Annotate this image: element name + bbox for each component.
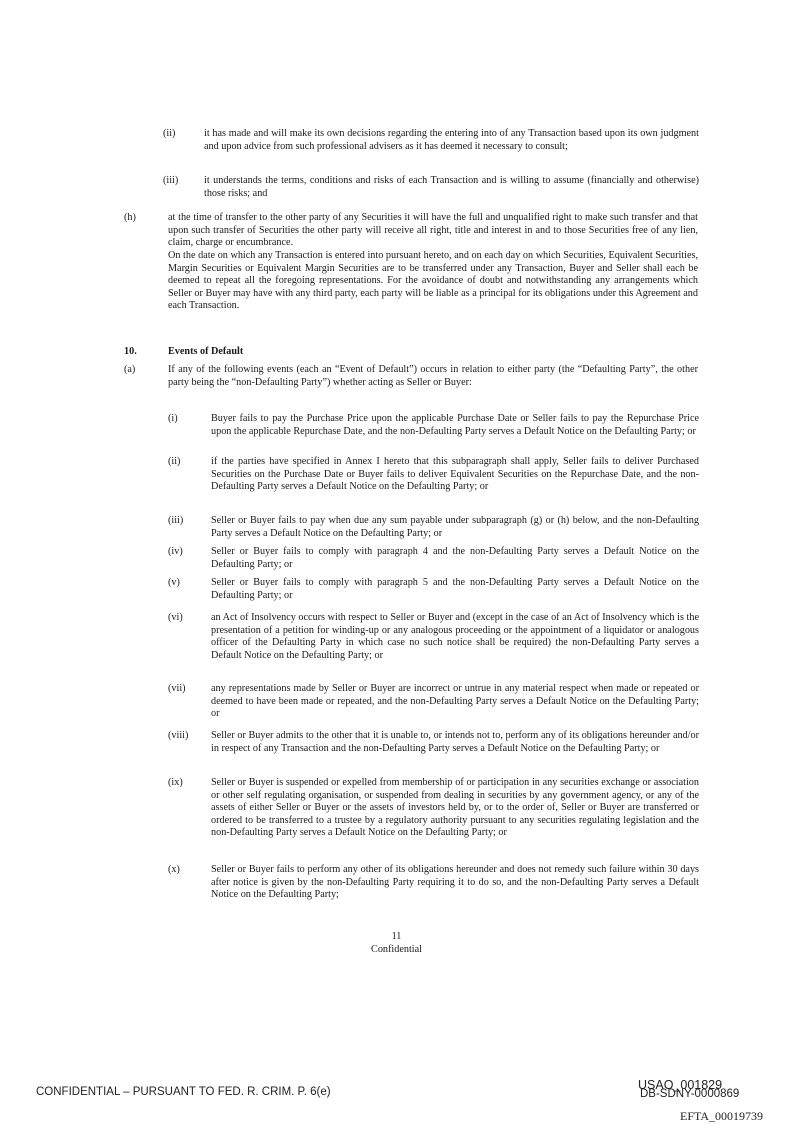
default-item-label: (viii) <box>168 730 189 741</box>
default-item-text: Seller or Buyer is suspended or expelled from membership of or participation in any securities exchange or association or other self regulating organisation, or suspended from dealing in securities by any government agency, or any of the assets of either Seller or Buyer or the assets of investors held by, or to the order of, Seller or Buyer are transferred or ordered to be transferred to a trustee by a regulatory authority pursuant to any securities regulating legislation and the non-Defaulting Party serves a Default Notice on the Defaulting Party; or <box>211 777 699 839</box>
default-item-label: (ii) <box>168 456 181 467</box>
section-number: 10. <box>124 346 137 357</box>
section-title: Events of Default <box>168 346 244 357</box>
clause-a-text: If any of the following events (each an “Event of Default”) occurs in relation to either party (the “Defaulting Party”, the other party being the “non-Defaulting Party”) whether acting as Seller or Buyer: <box>168 364 698 388</box>
default-item-label: (vii) <box>168 683 186 694</box>
default-item-text: Seller or Buyer fails to pay when due any sum payable under subparagraph (g) or (h) below, and the non-Defaulting Party serves a Default Notice on the Defaulting Party; or <box>211 515 699 539</box>
page-number: 11 <box>391 931 402 942</box>
confidential-footer: Confidential <box>371 944 422 955</box>
default-item-label: (ix) <box>168 777 183 788</box>
clause-a-label: (a) <box>124 364 136 375</box>
default-item-text: an Act of Insolvency occurs with respect to Seller or Buyer and (except in the case of an Act of Insolvency which is the presentation of a petition for winding-up or any analogous proceeding or the appointment of a liquidator or analogous officer of the Defaulting Party in which case no such notice shall be required) the non-Defaulting Party serves a Default Notice on the Defaulting Party; or <box>211 612 699 661</box>
clause-ii-label: (ii) <box>163 128 176 139</box>
clause-h-text: at the time of transfer to the other party of any Securities it will have the full and unqualified right to make such transfer and that upon such transfer of Securities the other party will receive all right, title and interest in and to those Securities free of any lien, claim, charge or encumbrance. <box>168 212 698 249</box>
representations-closing-paragraph: On the date on which any Transaction is entered into pursuant hereto, and on each day on which Securities, Equivalent Securities, Margin Securities or Equivalent Margin Securities are to be transferred under any Transaction, Buyer and Seller shall each be deemed to repeat all the foregoing representations. For the avoidance of doubt and notwithstanding any arrangements which Seller or Buyer may have with any third party, each party will be liable as a principal for its obligations under this Agreement and each Transaction. <box>168 250 698 312</box>
default-item-text: Seller or Buyer fails to comply with paragraph 5 and the non-Defaulting Party serves a Default Notice on the Defaulting Party; or <box>211 577 699 601</box>
default-item-text: if the parties have specified in Annex I hereto that this subparagraph shall apply, Seller fails to deliver Purchased Securities on the Purchase Date or Buyer fails to deliver Equivalent Securities on the Repurchase Date, and the non-Defaulting Party serves a Default Notice on the Defaulting Party; or <box>211 456 699 493</box>
default-item-text: Seller or Buyer admits to the other that it is unable to, or intends not to, perform any of its obligations hereunder and/or in respect of any Transaction and the non-Defaulting Party serves a Default Notice on the Defaulting Party; or <box>211 730 699 754</box>
default-item-text: Seller or Buyer fails to comply with paragraph 4 and the non-Defaulting Party serves a Default Notice on the Defaulting Party; or <box>211 546 699 570</box>
default-item-label: (i) <box>168 413 178 424</box>
efta-bates-number: EFTA_00019739 <box>680 1109 764 1123</box>
db-sdny-bates-number: DB-SDNY-0000869 <box>640 1088 740 1100</box>
default-item-label: (iv) <box>168 546 183 557</box>
default-item-label: (iii) <box>168 515 184 526</box>
default-item-label: (x) <box>168 864 180 875</box>
clause-ii-text: it has made and will make its own decisions regarding the entering into of any Transaction based upon its own judgment and upon advice from such professional advisers as it has deemed it necessary to consult; <box>204 128 699 152</box>
default-item-text: Buyer fails to pay the Purchase Price upon the applicable Purchase Date or Seller fails to pay the Repurchase Price upon the applicable Repurchase Date, and the non-Defaulting Party serves a Default Notice on the Defaulting Party; or <box>211 413 699 437</box>
usao-bates-number: USAO_001829 <box>638 1078 723 1092</box>
clause-iii-text: it understands the terms, conditions and risks of each Transaction and is willing to assume (financially and otherwise) those risks; and <box>204 175 699 199</box>
clause-iii-label: (iii) <box>163 175 179 186</box>
clause-h-label: (h) <box>124 212 136 223</box>
default-item-label: (v) <box>168 577 180 588</box>
default-item-label: (vi) <box>168 612 183 623</box>
default-item-text: Seller or Buyer fails to perform any other of its obligations hereunder and does not remedy such failure within 30 days after notice is given by the non-Defaulting Party requiring it to do so, and the non-Defaulting Party serves a Default Notice on the Defaulting Party; <box>211 864 699 901</box>
grand-jury-confidential-stamp: CONFIDENTIAL – PURSUANT TO FED. R. CRIM. P. 6(e) <box>36 1086 331 1098</box>
default-item-text: any representations made by Seller or Buyer are incorrect or untrue in any material respect when made or repeated or deemed to have been made or repeated, and the non-Defaulting Party serves a Default Notice on the Defaulting Party; or <box>211 683 699 720</box>
